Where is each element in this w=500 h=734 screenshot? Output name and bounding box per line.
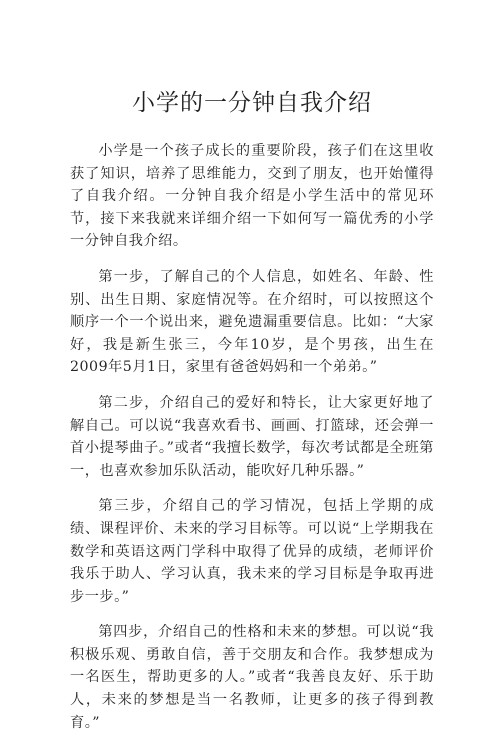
paragraph-step-two: 第二步，介绍自己的爱好和特长，让大家更好地了解自己。可以说“我喜欢看书、画画、打篮球，还会弹一首小提琴曲子。”或者“我擅长数学，每次考试都是全班第一，也喜欢参加乐队活动，能吹好几种乐器。” <box>70 394 434 479</box>
document-title: 小学的一分钟自我介绍 <box>132 90 372 116</box>
paragraph-step-four: 第四步，介绍自己的性格和未来的梦想。可以说“我积极乐观、勇敢自信，善于交朋友和合作。我梦想成为一名医生，帮助更多的人。”或者“我善良友好、乐于助人，未来的梦想是当一名教师，让更多的孩子得到教育。” <box>70 624 434 731</box>
paragraph-intro: 小学是一个孩子成长的重要阶段，孩子们在这里收获了知识，培养了思维能力，交到了朋友，也开始懂得了自我介绍。一分钟自我介绍是小学生活中的常见环节，接下来我就来详细介绍一下如何写一篇优秀的小学一分钟自我介绍。 <box>70 143 434 250</box>
paragraph-step-three: 第三步，介绍自己的学习情况，包括上学期的成绩、课程评价、未来的学习目标等。可以说“上学期我在数学和英语这两门学科中取得了优异的成绩，老师评价我乐于助人、学习认真，我未来的学习目标是争取再进步一步。” <box>70 498 434 605</box>
paragraph-step-one: 第一步，了解自己的个人信息，如姓名、年龄、性别、出生日期、家庭情况等。在介绍时，可以按照这个顺序一个一个说出来，避免遗漏重要信息。比如：“大家好，我是新生张三，今年10岁，是个男孩，出生在2009年5月1日，家里有爸爸妈妈和一个弟弟。” <box>70 268 434 376</box>
